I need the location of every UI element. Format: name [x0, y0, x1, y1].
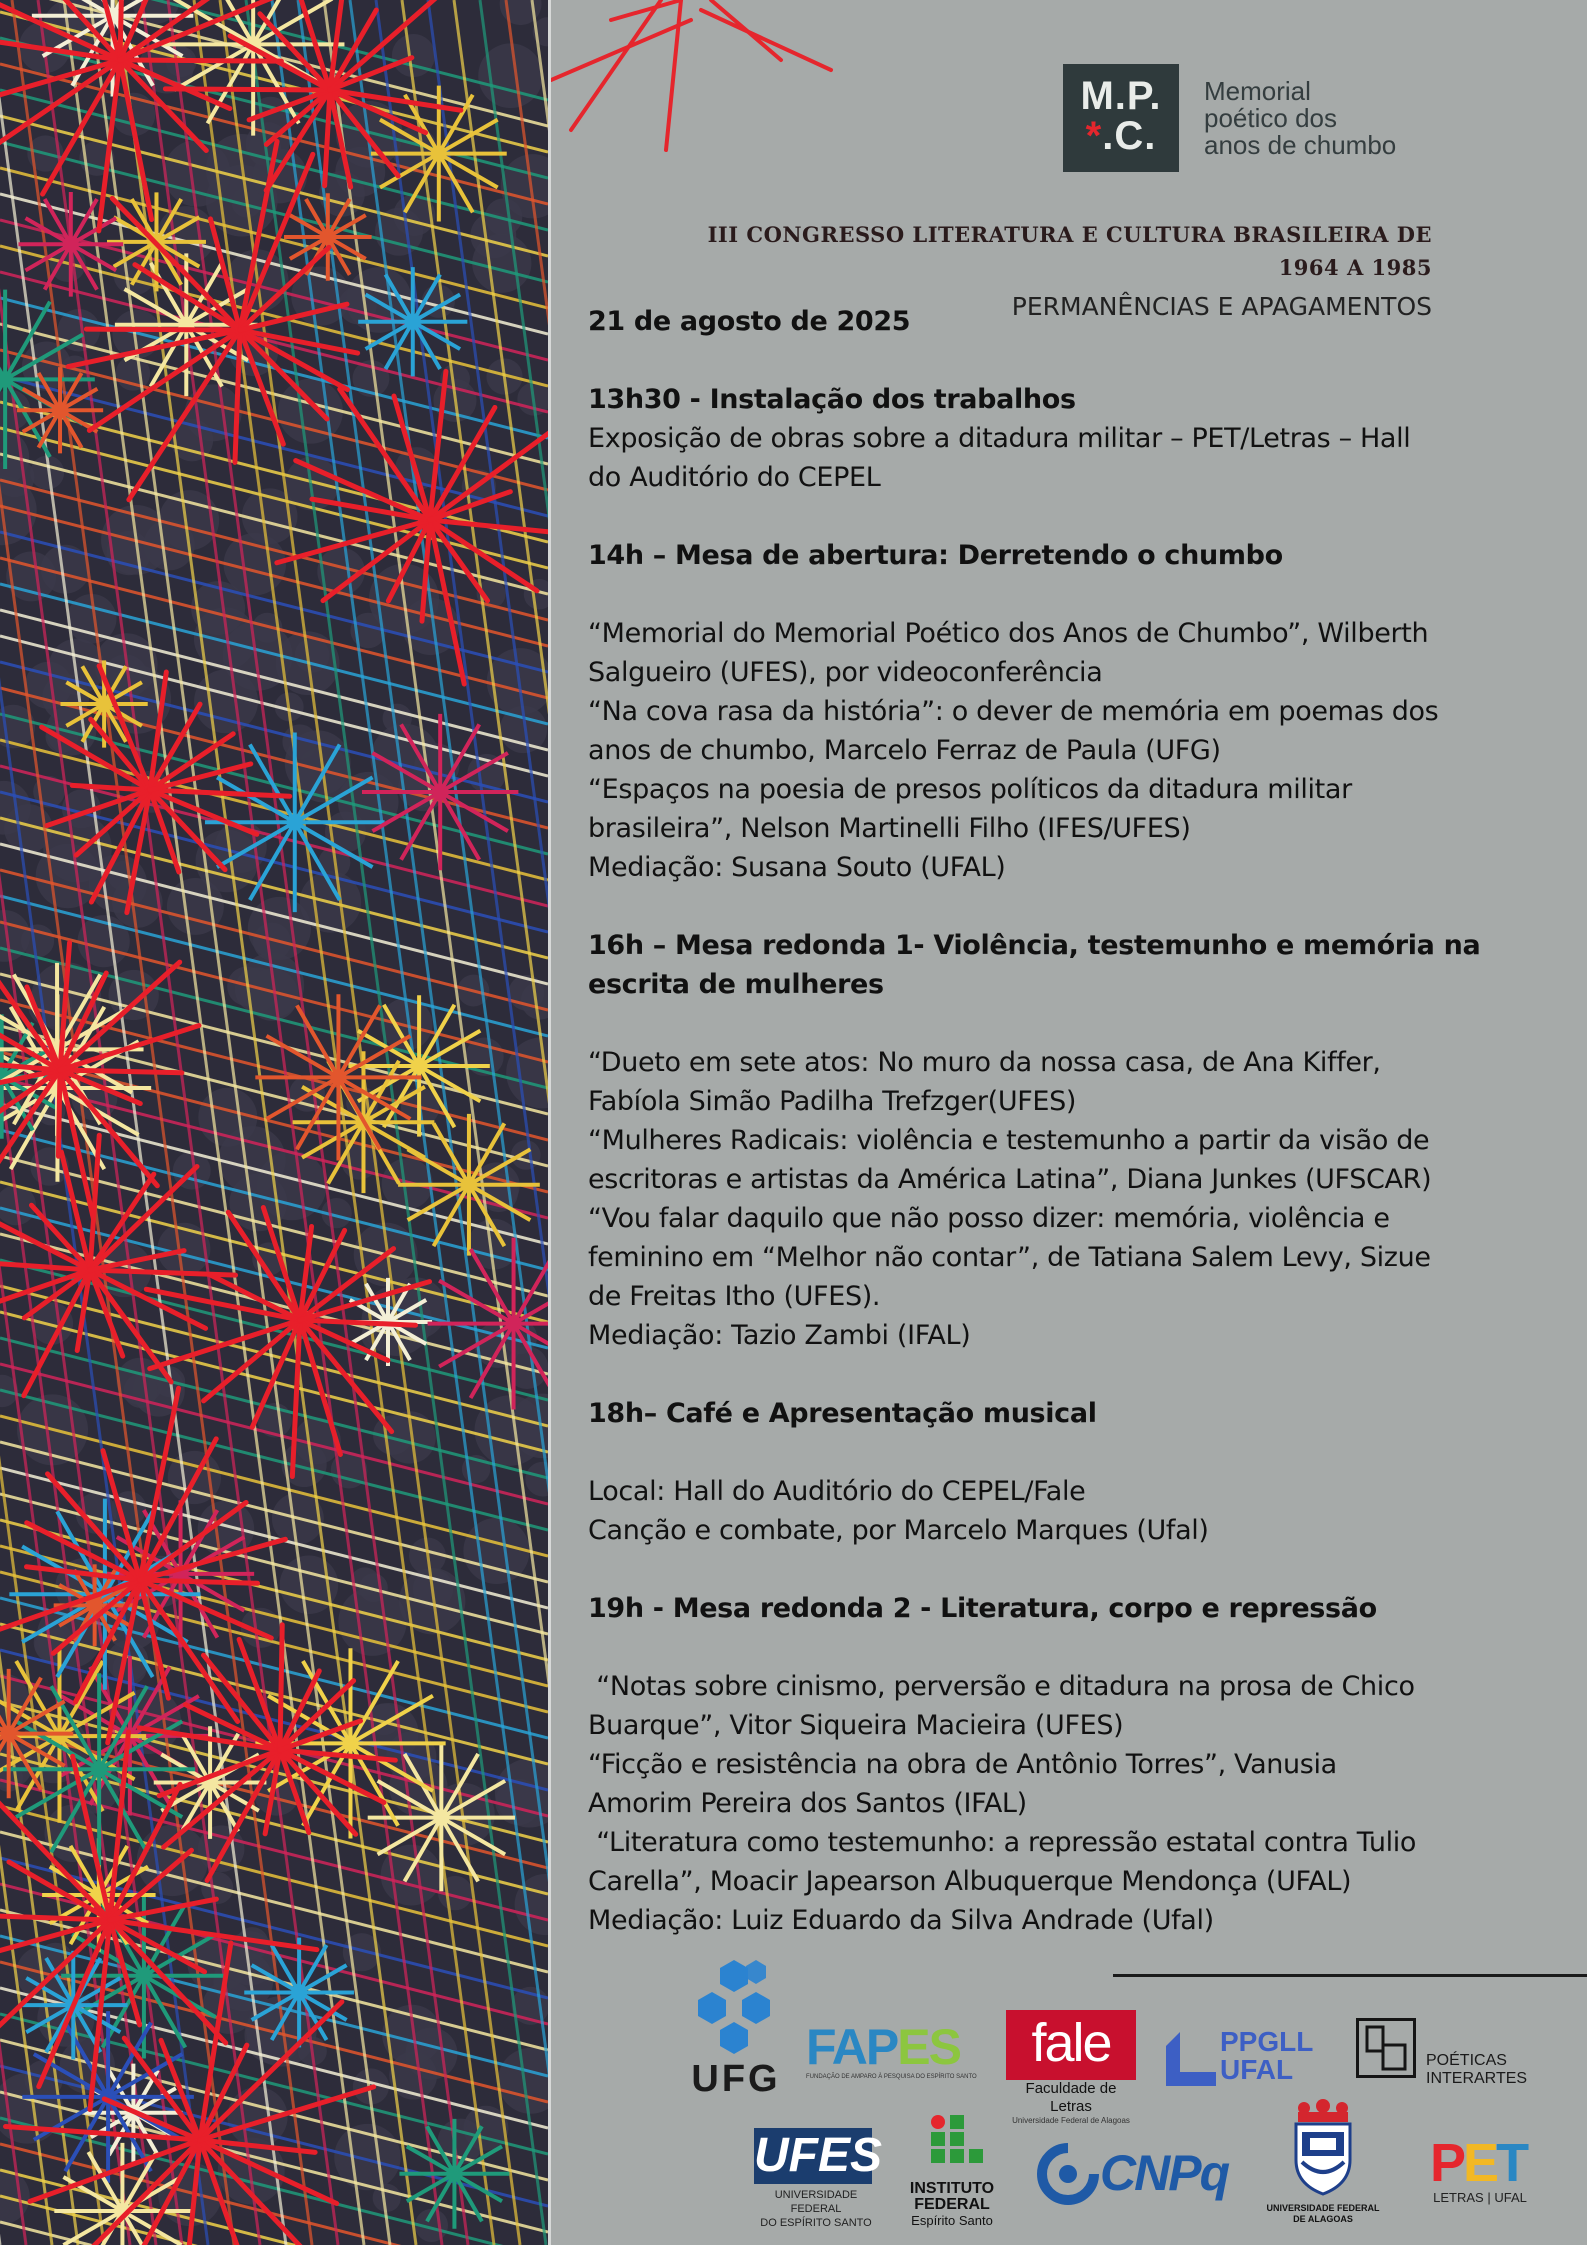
ufes-caption-1: UNIVERSIDADE FEDERAL: [774, 2189, 858, 2215]
session-title: 19h - Mesa redonda 2 - Literatura, corpo e repressão: [588, 1593, 1377, 1624]
session-line: brasileira”, Nelson Martinelli Filho (IFES/UFES): [588, 813, 1191, 844]
pet-letter-e: E: [1463, 2133, 1497, 2193]
congress-title: [640, 218, 1432, 284]
flower-center: [461, 1177, 477, 1193]
session-line: feminino em “Melhor não contar”, de Tatiana Salem Levy, Sizue: [588, 1242, 1431, 1273]
mpc-logo: [1063, 64, 1179, 172]
session-line: “Vou falar daquilo que não posso dizer: memória, violência e: [588, 1203, 1390, 1234]
red-star-thread: [60, 1070, 182, 1073]
session-line: Salgueiro (UFES), por videoconferência: [588, 657, 1103, 688]
congress-subtitle: PERMANÊNCIAS E APAGAMENTOS: [1011, 292, 1432, 321]
ppgll-logo: [1166, 2028, 1316, 2088]
session-line: Amorim Pereira dos Santos (IFAL): [588, 1788, 1027, 1819]
ppgll-l-icon: [1166, 2032, 1216, 2086]
ufal-caption-1: UNIVERSIDADE FEDERAL: [1266, 2203, 1380, 2213]
session-line: “Literatura como testemunho: a repressão estatal contra Tulio: [588, 1827, 1417, 1858]
session-line: “Dueto em sete atos: No muro da nossa casa, de Ana Kiffer,: [588, 1047, 1381, 1078]
poeticas-text-2: INTERARTES: [1426, 2070, 1528, 2087]
session-line: “Ficção e resistência na obra de Antônio Torres”, Vanusia: [588, 1749, 1337, 1780]
poeticas-text: [1426, 2052, 1527, 2088]
flower-center: [287, 814, 303, 830]
flower-center: [91, 1761, 107, 1777]
red-star-thread: [140, 1580, 257, 1583]
session-line: anos de chumbo, Marcelo Ferraz de Paula (UFG): [588, 735, 1221, 766]
red-star-thread: [58, 1070, 60, 1156]
session-line: escritoras e artistas da América Latina”, Diana Junkes (UFSCAR): [588, 1164, 1432, 1195]
fale-wordmark: fale: [1006, 2010, 1136, 2080]
ufal-caption-2: DE ALAGOAS: [1293, 2214, 1353, 2224]
flower-center: [433, 1810, 449, 1826]
session-line: de Freitas Itho (UFES).: [588, 1281, 881, 1312]
session-roundtable-1: [588, 926, 1518, 1355]
ifes-logo: [902, 2114, 1002, 2228]
session-line: Exposição de obras sobre a ditadura militar – PET/Letras – Hall: [588, 423, 1411, 454]
ufal-logo: [1258, 2098, 1388, 2228]
red-star-thread: [165, 89, 330, 90]
session-coffee: [588, 1394, 1518, 1550]
session-title: 18h– Café e Apresentação musical: [588, 1398, 1097, 1429]
session-roundtable-2: [588, 1589, 1518, 1940]
ppgll-text-1: PPGLL: [1220, 2026, 1314, 2057]
hexagon-cluster-icon: [684, 1958, 784, 2054]
session-line: “Mulheres Radicais: violência e testemunho a partir da visão de: [588, 1125, 1430, 1156]
fapes-text-b: ES: [897, 2019, 960, 2075]
fale-caption-small: Universidade Federal de Alagoas: [1012, 2116, 1130, 2125]
red-star-thread: [280, 1625, 282, 1750]
mpc-logo-text-3: anos de chumbo: [1204, 130, 1397, 160]
asterisk-icon: *: [1085, 114, 1103, 158]
flower-center: [342, 1735, 358, 1751]
ufal-caption: [1258, 2203, 1388, 2225]
fapes-tagline: FUNDAÇÃO DE AMPARO À PESQUISA DO ESPÍRITO SANTO: [806, 2074, 977, 2080]
fabric-hole: [248, 897, 311, 960]
congress-title-line1: III CONGRESSO LITERATURA E CULTURA BRASILEIRA DE: [707, 222, 1432, 247]
pet-logo: [1430, 2133, 1530, 2206]
ufes-caption: [754, 2188, 878, 2230]
session-line: “Na cova rasa da história”: o dever de memória em poemas dos: [588, 696, 1439, 727]
ppgll-text: [1220, 2028, 1313, 2084]
ufal-shield-icon: [1258, 2098, 1388, 2198]
red-star-thread: [325, 90, 330, 186]
session-title: 16h – Mesa redonda 1- Violência, testemunho e memória na: [588, 930, 1481, 961]
event-date: 21 de agosto de 2025: [588, 306, 911, 337]
session-line: Mediação: Susana Souto (UFAL): [588, 852, 1006, 883]
red-star-thread: [86, 329, 240, 330]
flower-center: [52, 402, 68, 418]
flower-center: [320, 229, 336, 245]
flower-center: [96, 696, 112, 712]
fale-caption: Faculdade de Letras: [1025, 2080, 1117, 2115]
ifes-caption-1: INSTITUTO: [909, 2180, 995, 2197]
poeticas-mark-icon: [1356, 2018, 1416, 2078]
flower-center: [432, 784, 448, 800]
session-line: “Notas sobre cinismo, perversão e ditadura na prosa de Chico: [588, 1671, 1415, 1702]
session-opening: [588, 536, 1518, 887]
cnpq-logo: [1036, 2140, 1236, 2210]
session-line: Mediação: Tazio Zambi (IFAL): [588, 1320, 971, 1351]
fale-logo: [1006, 2010, 1136, 2125]
red-star-thread: [0, 60, 120, 146]
fabric-hole: [511, 1140, 541, 1170]
session-installation: [588, 380, 1518, 497]
fabric-hole: [472, 234, 531, 293]
poeticas-text-1: POÉTICAS: [1426, 2052, 1507, 2069]
ifes-grid-icon: [902, 2114, 1002, 2172]
flower-center: [291, 1985, 307, 2001]
pet-wordmark: [1430, 2133, 1530, 2193]
mpc-logo-line1: M.P.: [1080, 74, 1162, 118]
flower-center: [405, 314, 421, 330]
session-line: do Auditório do CEPEL: [588, 462, 881, 493]
mpc-logo-text-2: poético dos: [1204, 103, 1337, 133]
ppgll-text-2: UFAL: [1220, 2054, 1294, 2085]
session-line: “Espaços na poesia de presos políticos da ditadura militar: [588, 774, 1352, 805]
session-line: Fabíola Simão Padilha Trefzger(UFES): [588, 1086, 1077, 1117]
poeticas-interartes-logo: [1356, 2018, 1528, 2087]
flower-center: [63, 236, 79, 252]
flower-center: [411, 1058, 427, 1074]
session-line: Carella”, Moacir Japearson Albuquerque Mendonça (UFAL): [588, 1866, 1352, 1897]
ufes-wordmark: UFES: [754, 2129, 883, 2182]
mpc-logo-text: [1204, 78, 1444, 159]
flower-center: [446, 2166, 462, 2182]
session-line: Mediação: Luiz Eduardo da Silva Andrade (Ufal): [588, 1905, 1214, 1936]
pet-letter-t: T: [1496, 2133, 1527, 2193]
program-schedule: [588, 302, 1518, 1940]
mpc-logo-line2-rest: .C.: [1102, 114, 1157, 158]
mpc-logo-line2: [1063, 116, 1179, 156]
flower-center: [431, 146, 447, 162]
red-star-thread: [120, 60, 281, 61]
flower-center: [330, 1069, 346, 1085]
flower-center: [1, 1726, 17, 1742]
fapes-logo: [806, 2019, 986, 2082]
cnpq-text: CNPq: [1100, 2145, 1229, 2201]
session-line: “Memorial do Memorial Poético dos Anos de Chumbo”, Wilberth: [588, 618, 1429, 649]
ufes-caption-2: DO ESPÍRITO SANTO: [760, 2217, 872, 2229]
ifes-caption-3: Espírito Santo: [911, 2213, 993, 2228]
red-star-thread: [150, 1320, 300, 1369]
embroidery-pattern: [0, 0, 548, 2245]
session-line: Local: Hall do Auditório do CEPEL/Fale: [588, 1476, 1086, 1507]
divider-line: [1113, 1974, 1587, 1977]
ifes-caption-2: FEDERAL: [914, 2196, 990, 2213]
mpc-logo-text-1: Memorial: [1204, 76, 1311, 106]
cnpq-emblem-icon: [1036, 2142, 1100, 2206]
session-title: 14h – Mesa de abertura: Derretendo o chumbo: [588, 540, 1283, 571]
session-title: escrita de mulheres: [588, 969, 884, 1000]
red-star-thread: [0, 1914, 110, 1920]
artwork-edge: [548, 0, 551, 2245]
pet-caption: LETRAS | UFAL: [1433, 2190, 1527, 2205]
session-line: Buarque”, Vitor Siqueira Macieira (UFES): [588, 1710, 1124, 1741]
flower-center: [506, 1316, 522, 1332]
ifes-caption: [902, 2181, 1002, 2213]
ufg-text: UFG: [691, 2058, 781, 2100]
session-line: Canção e combate, por Marcelo Marques (Ufal): [588, 1515, 1209, 1546]
pet-letter-p: P: [1430, 2133, 1464, 2193]
red-star-thread: [150, 790, 257, 834]
red-thread-decoration: [551, 0, 851, 160]
fapes-text-a: FAP: [806, 2019, 898, 2075]
congress-title-line2: 1964 A 1985: [1278, 255, 1432, 280]
session-title: 13h30 - Instalação dos trabalhos: [588, 384, 1076, 415]
fapes-text: [806, 2019, 986, 2075]
fabric-hole: [515, 1874, 548, 1935]
flower-center: [136, 1968, 152, 1984]
ufes-logo: [754, 2128, 883, 2229]
ufg-logo: [684, 1958, 784, 2098]
embroidery-artwork: [0, 0, 548, 2245]
